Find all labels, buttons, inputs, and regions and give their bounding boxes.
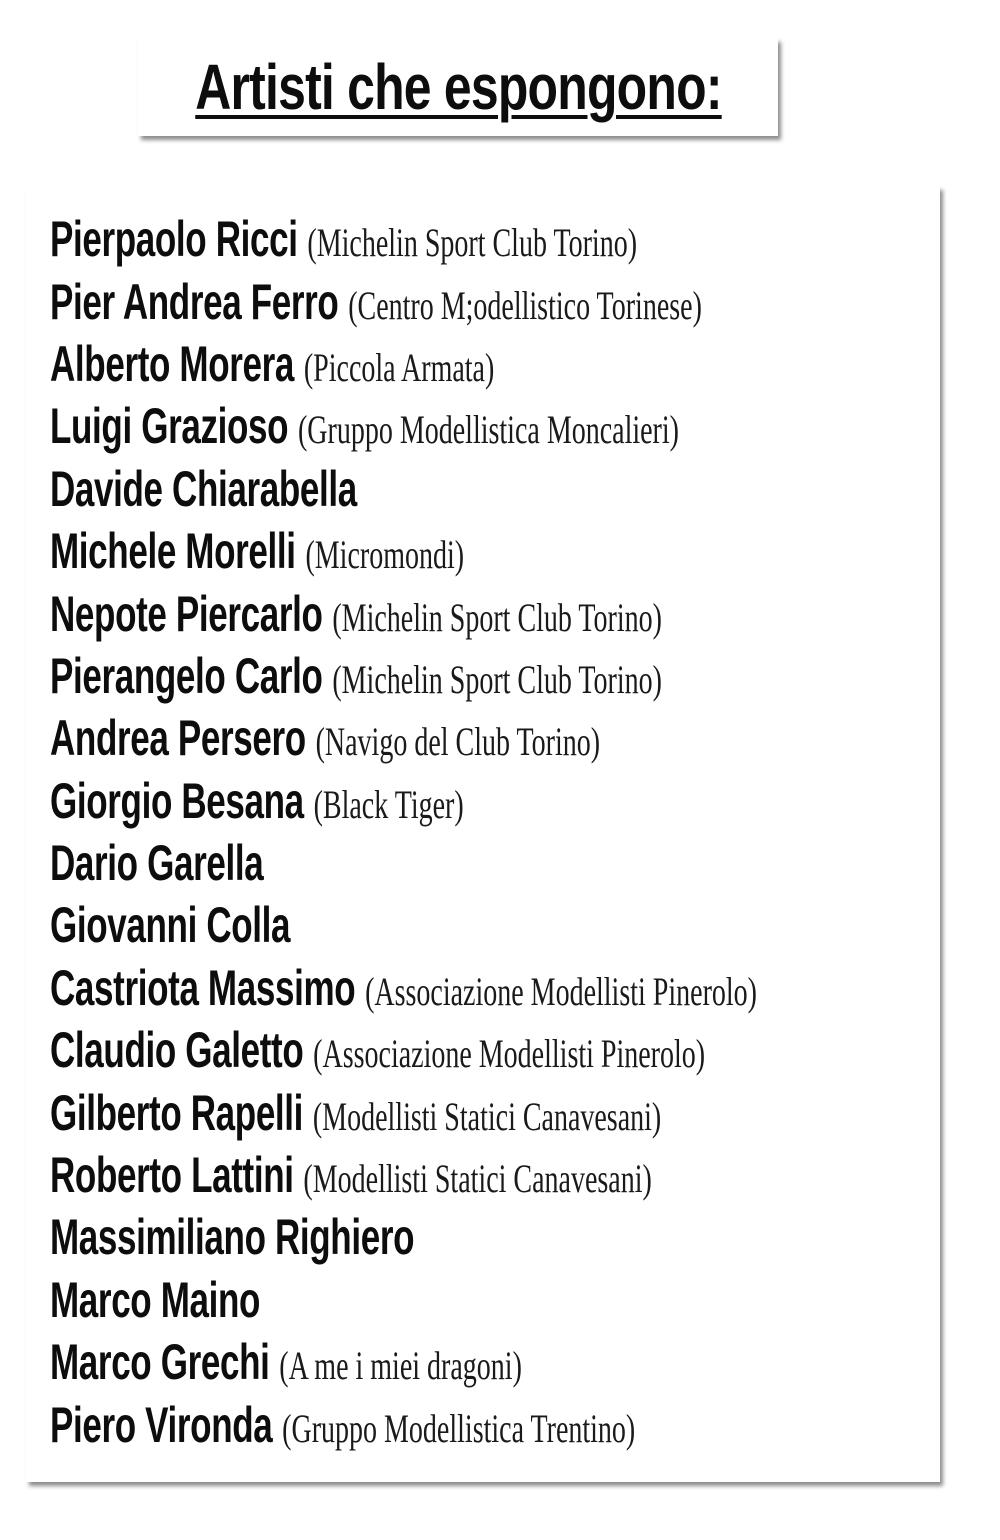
list-item (50, 1019, 940, 1081)
artist-name: Claudio Galetto (50, 1022, 304, 1079)
artist-name: Giovanni Colla (50, 897, 291, 954)
artist-name: Castriota Massimo (50, 959, 356, 1016)
artist-entry (50, 1208, 414, 1266)
artist-name: Marco Grechi (50, 1334, 270, 1391)
artist-entry (50, 647, 662, 705)
artist-name: Roberto Lattini (50, 1147, 294, 1204)
list-item (50, 1269, 940, 1331)
artist-name: Piero Vironda (50, 1396, 273, 1453)
list-item (50, 333, 940, 395)
list-item (50, 458, 940, 520)
list-item (50, 1206, 940, 1268)
title-box (138, 38, 778, 136)
list-item (50, 520, 940, 582)
artist-name: Massimiliano Righiero (50, 1209, 415, 1266)
artist-club: (Michelin Sport Club Torino) (332, 656, 662, 702)
artist-name: Pier Andrea Ferro (50, 273, 339, 330)
artist-entry (50, 959, 757, 1017)
artist-name: Michele Morelli (50, 523, 296, 580)
artist-entry (50, 1021, 705, 1079)
list-item (50, 208, 940, 270)
artist-entry (50, 397, 679, 455)
artist-entry (50, 460, 357, 518)
artist-entry (50, 896, 290, 954)
artist-list-box (26, 186, 940, 1482)
artist-club: (Gruppo Modellistica Trentino) (282, 1405, 636, 1451)
list-item (50, 770, 940, 832)
artist-entry (50, 1271, 260, 1329)
artist-name: Alberto Morera (50, 335, 295, 392)
artist-club: (Micromondi) (305, 532, 465, 578)
artist-club: (Navigo del Club Torino) (315, 719, 601, 765)
artist-club: (Associazione Modellisti Pinerolo) (365, 968, 757, 1014)
list-item (50, 832, 940, 894)
artist-name: Nepote Piercarlo (50, 585, 323, 642)
artist-name: Marco Maino (50, 1271, 261, 1328)
artist-name: Gilberto Rapelli (50, 1084, 304, 1141)
list-item (50, 1331, 940, 1393)
artist-club: (Modellisti Statici Canavesani) (312, 1093, 662, 1139)
artist-name: Pierpaolo Ricci (50, 211, 298, 268)
artist-club: (Associazione Modellisti Pinerolo) (313, 1031, 706, 1077)
artist-club: (Piccola Armata) (303, 344, 495, 390)
artist-entry (50, 709, 600, 767)
artist-club: (Black Tiger) (313, 781, 464, 827)
list-item (50, 1081, 940, 1143)
list-item (50, 957, 940, 1019)
page-title: Artisti che espongono: (194, 51, 722, 123)
artist-entry (50, 1396, 635, 1454)
list-item (50, 582, 940, 644)
artist-name: Luigi Grazioso (50, 398, 289, 455)
artist-entry (50, 335, 494, 393)
artist-name: Andrea Persero (50, 710, 306, 767)
list-item (50, 894, 940, 956)
artist-name: Dario Garella (50, 835, 264, 892)
artist-entry (50, 1333, 522, 1391)
list-item (50, 1144, 940, 1206)
list-item (50, 645, 940, 707)
artist-entry (50, 210, 637, 268)
artist-club: (Michelin Sport Club Torino) (332, 594, 662, 640)
artist-entry (50, 772, 464, 830)
artist-name: Giorgio Besana (50, 772, 304, 829)
artist-entry (50, 1084, 661, 1142)
artist-club: (A me i miei dragoni) (279, 1343, 522, 1389)
artist-entry (50, 273, 702, 331)
list-item (50, 1393, 940, 1455)
list-item (50, 707, 940, 769)
artist-club: (Michelin Sport Club Torino) (307, 220, 638, 266)
list-item (50, 270, 940, 332)
artist-club: (Centro M;odellistico Torinese) (348, 282, 702, 328)
artist-club: (Modellisti Statici Canavesani) (303, 1156, 652, 1202)
artist-entry (50, 834, 263, 892)
artist-entry (50, 522, 464, 580)
artist-club: (Gruppo Modellistica Moncalieri) (297, 407, 679, 453)
artist-entry (50, 585, 662, 643)
artist-name: Pierangelo Carlo (50, 647, 323, 704)
artist-entry (50, 1146, 652, 1204)
artist-list (26, 186, 940, 1456)
artist-name: Davide Chiarabella (50, 460, 357, 517)
list-item (50, 395, 940, 457)
